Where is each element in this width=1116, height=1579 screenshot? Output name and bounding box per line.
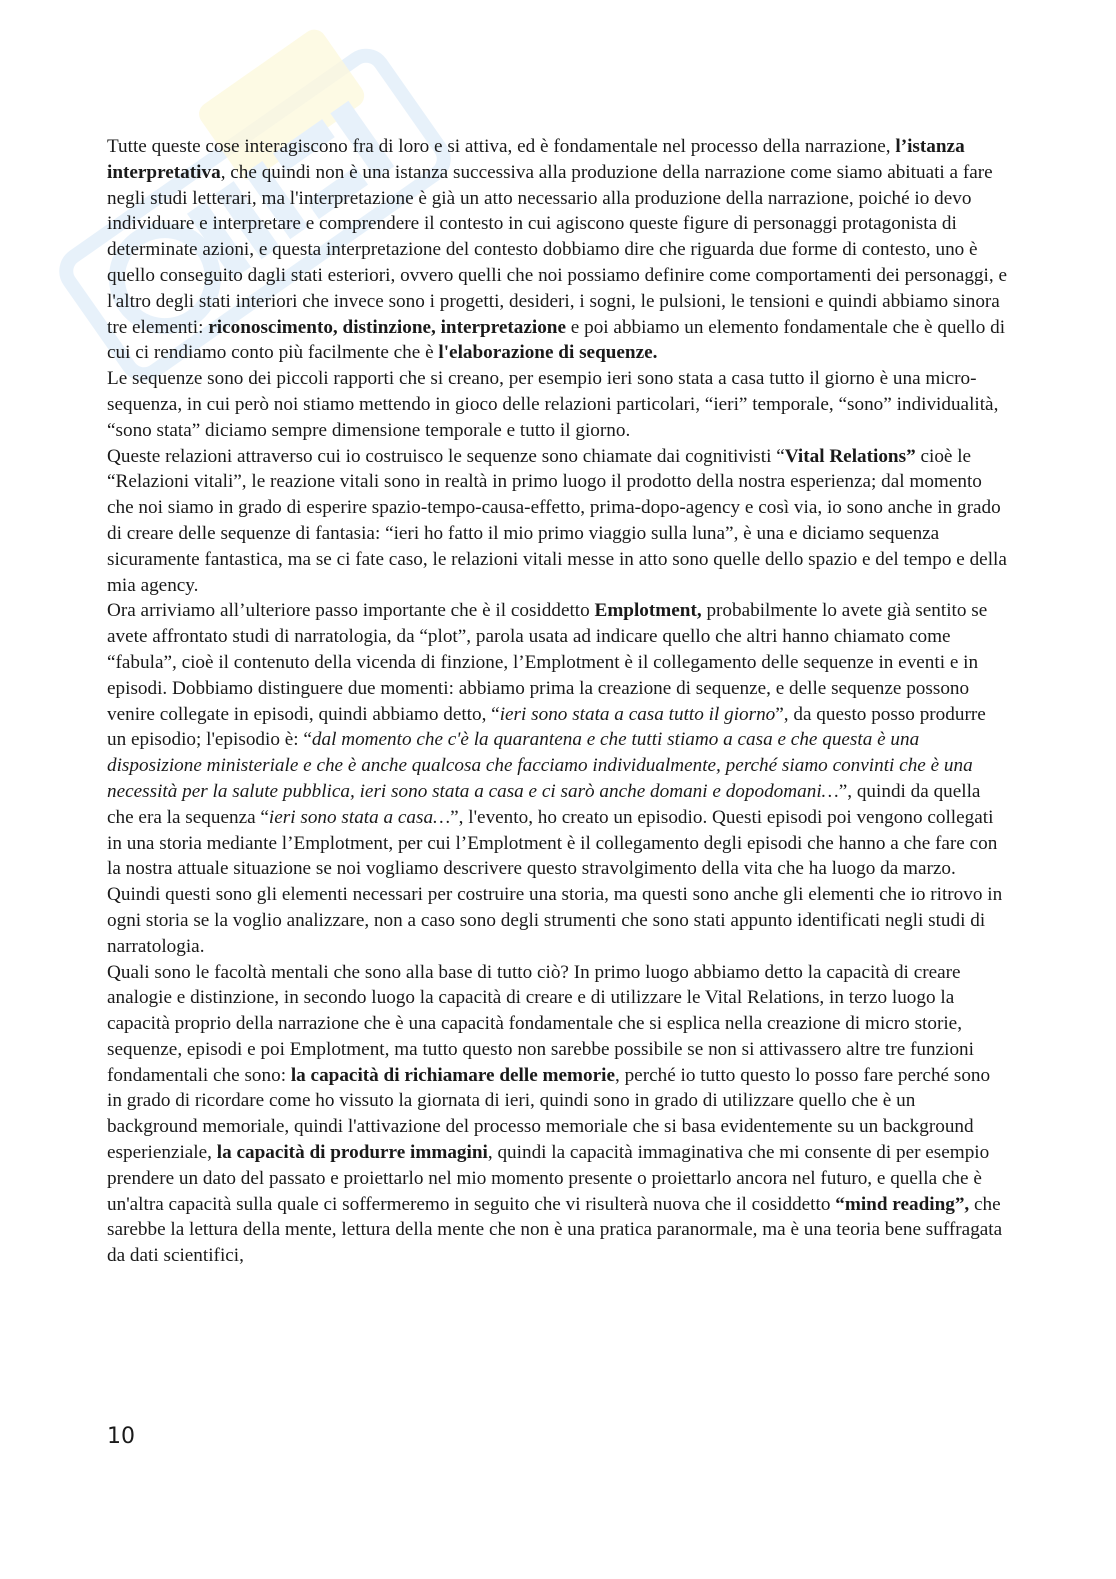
paragraph — [107, 366, 1007, 443]
text-run: Quindi questi sono gli elementi necessari per costruire una storia, ma questi sono anche gli elementi che io ritrovo in ogni storia se la voglio analizzare, non a caso sono degli strumenti che sono stati appunto identificati negli studi di narratologia. — [107, 884, 1003, 957]
bold-text: Emplotment, — [594, 600, 702, 622]
text-run: Ora arriviamo all’ulteriore passo importante che è il cosiddetto — [107, 600, 595, 622]
bold-text: l’istanza interpretativa — [107, 136, 965, 183]
paragraph — [107, 960, 1007, 1270]
text-run: e poi abbiamo un elemento fondamentale che è quello di cui ci rendiamo conto più facilmente che è — [107, 316, 1006, 364]
italic-text: ieri sono stata a casa tutto il giorno — [499, 703, 776, 725]
text-run: , che quindi non è una istanza successiva alla produzione della narrazione come siamo abituati a fare negli studi letterari, ma l'interpretazione è già un atto necessario alla produzione della narrazione, poiché io devo individuare e interpretare e comprendere il contesto in cui agiscono queste figure di personaggi protagonista di determinate azioni, e questa interpretazione del contesto dobbiamo dire che riguarda due forme di contesto, uno è quello conseguito dagli stati esteriori, ovvero quelli che noi possiamo definire come comportamenti dei personaggi, e l'altro degli stati interiori che invece sono i progetti, desideri, i sogni, le pulsioni, le tensioni e quindi abbiamo sinora tre elementi: — [107, 161, 1007, 338]
text-run: Queste relazioni attraverso cui io costruisco le sequenze sono chiamate dai cognitivisti “ — [107, 445, 785, 467]
bold-text: “mind reading”, — [835, 1193, 970, 1215]
paragraph — [107, 134, 1007, 366]
bold-text: l'elaborazione di sequenze. — [438, 342, 658, 364]
document-body — [107, 134, 1007, 1269]
bold-text: riconoscimento, distinzione, interpretazione — [208, 316, 566, 338]
page-number: 10 — [107, 1424, 135, 1449]
italic-text: ieri sono stata a casa… — [268, 806, 451, 828]
bold-text: la capacità di produrre immagini — [216, 1142, 488, 1164]
text-run: , perché io tutto questo lo posso fare perché sono in grado di ricordare come ho vissuto la giornata di ieri, quindi sono in grado di utilizzare quello che è un background memoriale, quindi l'attivazione del processo memoriale che si basa evidentemente su un background esperienziale, — [107, 1064, 991, 1164]
text-run: Tutte queste cose interagiscono fra di loro e si attiva, ed è fondamentale nel processo della narrazione, — [107, 136, 896, 157]
text-run: cioè le “Relazioni vitali”, le reazione vitali sono in realtà in primo luogo il prodotto della nostra esperienza; dal momento che noi siamo in grado di esperire spazio-tempo-causa-effetto, prima-dopo-agency e così via, io sono anche in grado di creare delle sequenze di fantasia: “ieri ho fatto il mio primo viaggio sulla luna”, è una e diciamo sequenza sicuramente fantastica, ma se ci fate caso, le relazioni vitali messe in atto sono quelle dello spazio e del tempo e della mia agency. — [107, 445, 1007, 596]
text-run: che sarebbe la lettura della mente, lettura della mente che non è una pratica paranormale, ma è una teoria bene suffragata da dati scientifici, — [107, 1193, 1003, 1267]
paragraph — [107, 444, 1007, 599]
paragraph — [107, 598, 1007, 882]
text-run: , quindi la capacità immaginativa che mi consente di per esempio prendere un dato del passato e proiettarlo nel mio momento presente o proiettarlo ancora nel futuro, e quella che è un'altra capacità sulla quale ci soffermeremo in seguito che vi risulterà nuova che il cosiddetto — [107, 1142, 990, 1215]
text-run: Le sequenze sono dei piccoli rapporti che si creano, per esempio ieri sono stata a casa tutto il giorno è una micro-sequenza, in cui però noi stiamo mettendo in gioco delle relazioni particolari, “ieri” temporale, “sono” individualità, “sono stata” diciamo sempre dimensione temporale e tutto il giorno. — [107, 368, 999, 441]
paragraph — [107, 882, 1007, 959]
text-run: Quali sono le facoltà mentali che sono alla base di tutto ciò? In primo luogo abbiamo detto la capacità di creare analogie e distinzione, in secondo luogo la capacità di creare e di utilizzare le Vital Relations, in terzo luogo la capacità proprio della narrazione che è una capacità fondamentale che si esplica nella creazione di micro storie, sequenze, episodi e poi Emplotment, ma tutto questo non sarebbe possibile se non si attivassero altre tre funzioni fondamentali che sono: — [107, 961, 974, 1086]
italic-text: dal momento che c'è la quarantena e che tutti stiamo a casa e che questa è una disposizione ministeriale e che è anche qualcosa che facciamo individualmente, perché siamo convinti che è una necessità per la salute pubblica, ieri sono stata a casa e ci sarò anche domani e dopodomani… — [107, 729, 973, 802]
text-run: ”, da questo posso produrre un episodio; l'episodio è: “ — [107, 703, 986, 751]
text-run: ”, quindi da quella che era la sequenza “ — [107, 780, 981, 828]
text-run: probabilmente lo avete già sentito se avete affrontato studi di narratologia, da “plot”, parola usata ad indicare quello che altri hanno chiamato come “fabula”, cioè il contenuto della vicenda di finzione, l’Emplotment è il collegamento delle sequenze in eventi e in episodi. Dobbiamo distinguere due momenti: abbiamo prima la creazione di sequenze, e delle sequenze possono venire collegate in episodi, quindi abbiamo detto, “ — [107, 600, 988, 725]
text-run: ”, l'evento, ho creato un episodio. Questi episodi poi vengono collegati in una storia mediante l’Emplotment, per cui l’Emplotment è il collegamento degli episodi che hanno a che fare con la nostra attuale situazione se noi vogliamo descrivere questo stravolgimento della vita che ha luogo da marzo. — [107, 806, 998, 880]
bold-text: Vital Relations” — [784, 445, 916, 467]
bold-text: la capacità di richiamare delle memorie — [290, 1064, 615, 1086]
